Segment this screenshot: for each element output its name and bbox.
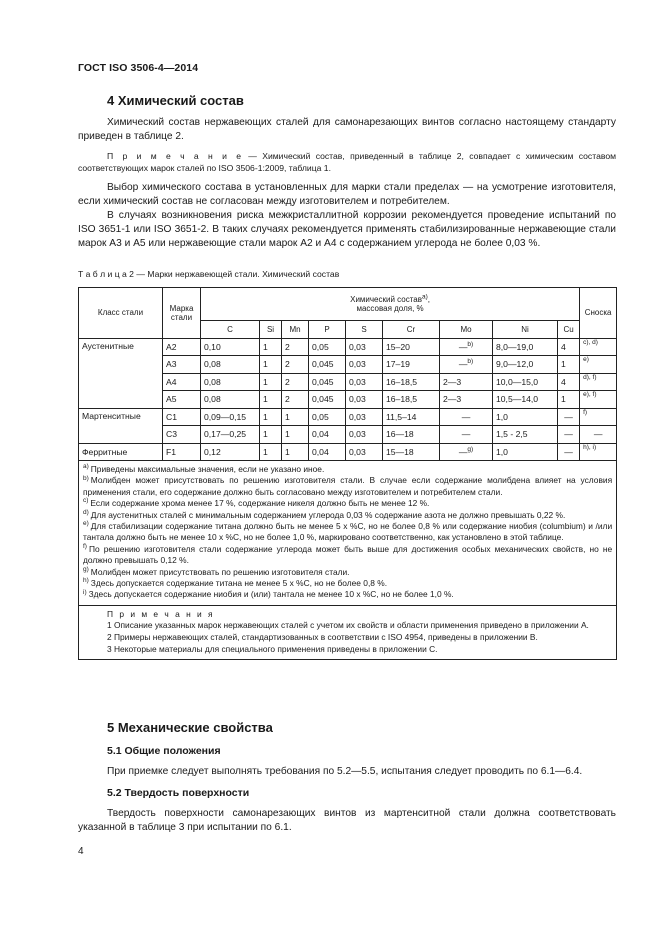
chem-unit: массовая доля, % [356, 304, 424, 313]
section-4-para-3: В случаях возникновения риска межкристаллитной коррозии рекомендуется проведение испытаний по ISO 3651-1 или ISO 3651-2. В таких случаях рекомендуется применять стабилизированные нержавеющие стали марок А3 и А5 или нержавеющие стали марок А2 и А4 с содержанием углерода не более 0,03 %. [78, 210, 616, 250]
cell-footnote: f) [580, 408, 617, 426]
cell-si: 1 [260, 338, 282, 356]
footnote-text: Если содержание хрома менее 17 %, содержание никеля должно быть не менее 12 %. [90, 498, 430, 509]
cell-grade: C3 [163, 426, 201, 444]
cell-c: 0,12 [201, 443, 260, 461]
footnote [83, 475, 612, 498]
cell-c: 0,08 [201, 356, 260, 374]
cell-mo [440, 391, 493, 409]
table-footnotes [79, 461, 617, 606]
footnote [83, 498, 612, 509]
cell-grade: A5 [163, 391, 201, 409]
table-row [79, 408, 617, 426]
cell-cr: 16—18 [383, 426, 440, 444]
note-text: — Химический состав, приведенный в таблице 2, совпадает с химическим составом соответствующих марок сталей по ISO 3506-1:2009, таблица 1. [78, 151, 617, 174]
footnote [83, 464, 612, 475]
table-2-caption: Т а б л и ц а 2 — Марки нержавеющей стали. Химический состав [78, 269, 340, 279]
cell-cu: — [558, 408, 580, 426]
mo-value: — [461, 411, 471, 422]
cell-cr: 11,5–14 [383, 408, 440, 426]
footnote-text: Приведены максимальные значения, если не указано иное. [90, 464, 325, 474]
cell-si: 1 [260, 373, 282, 391]
cell-cu: 1 [558, 356, 580, 374]
cell-cr: 15—18 [383, 443, 440, 461]
cell-class: Аустенитные [79, 338, 163, 408]
table-notes [79, 605, 617, 659]
footnote [83, 578, 612, 589]
col-header-mo: Mo [440, 321, 493, 339]
footnote [83, 510, 612, 521]
mo-mark: g) [467, 445, 474, 453]
cell-mo [440, 338, 493, 356]
table-notes-row [79, 605, 617, 659]
cell-p: 0,05 [309, 408, 346, 426]
cell-footnote: c), d) [580, 338, 617, 356]
footnote-mark: d) [83, 508, 89, 516]
cell-p: 0,045 [309, 391, 346, 409]
cell-c: 0,08 [201, 391, 260, 409]
cell-s: 0,03 [346, 426, 383, 444]
cell-ni: 9,0—12,0 [493, 356, 558, 374]
mo-mark: b) [467, 340, 474, 348]
note-label: П р и м е ч а н и е [107, 151, 243, 161]
cell-si: 1 [260, 391, 282, 409]
section-5-2-title: 5.2 Твердость поверхности [107, 787, 250, 799]
cell-ni: 8,0—19,0 [493, 338, 558, 356]
col-header-cr: Cr [383, 321, 440, 339]
cell-si: 1 [260, 356, 282, 374]
cell-c: 0,08 [201, 373, 260, 391]
notes-label: П р и м е ч а н и я [107, 608, 215, 619]
mo-value: — [461, 429, 471, 440]
cell-cr: 15–20 [383, 338, 440, 356]
footnote [83, 567, 612, 578]
footnote-mark: f) [83, 543, 87, 551]
cell-cu: — [558, 426, 580, 444]
cell-si: 1 [260, 408, 282, 426]
section-4-para-1: Химический состав нержавеющих сталей для самонарезающих винтов согласно настоящему стандарту приведен в таблице 2. [78, 117, 616, 143]
table-note: 3 Некоторые материалы для специального применения приведены в приложении С. [107, 643, 438, 654]
cell-footnote: h), i) [580, 443, 617, 461]
cell-s: 0,03 [346, 356, 383, 374]
cell-cr: 16–18,5 [383, 391, 440, 409]
cell-cu: — [558, 443, 580, 461]
cell-mo [440, 443, 493, 461]
cell-ni: 10,5—14,0 [493, 391, 558, 409]
cell-mn: 2 [282, 391, 309, 409]
footnote-text: Для аустенитных сталей с минимальным содержанием углерода 0,03 % содержание азота не должно превышать 0,22 %. [90, 509, 566, 520]
cell-c: 0,17—0,25 [201, 426, 260, 444]
cell-mo [440, 426, 493, 444]
mo-value: — [458, 446, 468, 457]
cell-si: 1 [260, 426, 282, 444]
mo-value: 2—3 [443, 376, 462, 387]
table-2 [78, 287, 617, 660]
cell-cr: 16–18,5 [383, 373, 440, 391]
cell-cu: 4 [558, 338, 580, 356]
footnote [83, 589, 612, 600]
cell-mn: 2 [282, 338, 309, 356]
cell-cu: 4 [558, 373, 580, 391]
col-header-si: Si [260, 321, 282, 339]
col-header-grade: Марка стали [163, 288, 201, 339]
cell-p: 0,04 [309, 426, 346, 444]
cell-s: 0,03 [346, 443, 383, 461]
col-header-cu: Cu [558, 321, 580, 339]
cell-mo [440, 373, 493, 391]
chem-mark: a) [421, 293, 428, 301]
footnote-mark: e) [83, 520, 89, 528]
section-4-title: 4 Химический состав [107, 93, 244, 108]
cell-p: 0,04 [309, 443, 346, 461]
cell-cr: 17–19 [383, 356, 440, 374]
table-note: 1 Описание указанных марок нержавеющих сталей с учетом их свойств и области применения приведено в приложении А. [107, 620, 589, 631]
cell-grade: F1 [163, 443, 201, 461]
section-5-1-title: 5.1 Общие положения [107, 745, 221, 757]
cell-footnote: d), f) [580, 373, 617, 391]
cell-ni: 1,0 [493, 443, 558, 461]
cell-grade: A2 [163, 338, 201, 356]
section-5-2-text: Твердость поверхности самонарезающих винтов из мартенситной стали должна соответствовать указанной в таблице 3 при испытании по 6.1. [78, 808, 616, 834]
cell-mn: 1 [282, 443, 309, 461]
footnote-text: Молибден может присутствовать по решению изготовителя стали. [90, 566, 350, 577]
cell-mo [440, 356, 493, 374]
cell-cu: 1 [558, 391, 580, 409]
cell-s: 0,03 [346, 391, 383, 409]
cell-ni: 10,0—15,0 [493, 373, 558, 391]
section-5-title: 5 Механические свойства [107, 720, 273, 735]
mo-value: — [458, 359, 468, 370]
cell-mo [440, 408, 493, 426]
section-4-note [78, 150, 616, 174]
cell-grade: A3 [163, 356, 201, 374]
cell-footnote: e) [580, 356, 617, 374]
cell-mn: 2 [282, 356, 309, 374]
cell-p: 0,045 [309, 373, 346, 391]
document-header: ГОСТ ISO 3506-4—2014 [78, 62, 199, 74]
cell-c: 0,09—0,15 [201, 408, 260, 426]
col-header-class: Класс стали [79, 288, 163, 339]
cell-footnote: — [580, 426, 617, 444]
col-header-mn: Mn [282, 321, 309, 339]
col-header-footnote: Сноска [580, 288, 617, 339]
cell-c: 0,10 [201, 338, 260, 356]
footnote-text: Для стабилизации содержание титана должно быть не менее 5 х %С, но не более 0,8 % или содержание ниобия (columbium) и /или тантала должно быть не менее 10 х %С, но не более 1,0 %, маркировано соответственно, как установлено в этой таблице. [83, 521, 613, 543]
footnote-text: Здесь допускается содержание ниобия и (или) тантала не менее 10 х %С, но не более 1,0 %. [88, 589, 454, 600]
footnote-mark: a) [83, 463, 89, 471]
cell-p: 0,05 [309, 338, 346, 356]
table-row [79, 443, 617, 461]
cell-s: 0,03 [346, 408, 383, 426]
footnote-text: По решению изготовителя стали содержание углерода может быть выше для достижения особых механических свойств, но не должно превышать 0,12 %. [83, 543, 613, 566]
cell-s: 0,03 [346, 338, 383, 356]
cell-mn: 1 [282, 426, 309, 444]
cell-class: Ферритные [79, 443, 163, 461]
mo-value: 2—3 [443, 394, 462, 405]
cell-ni: 1,0 [493, 408, 558, 426]
cell-p: 0,045 [309, 356, 346, 374]
cell-s: 0,03 [346, 373, 383, 391]
chem-title: Химический состав [350, 295, 422, 304]
section-4-para-2: Выбор химического состава в установленных для марки стали пределах — на усмотрение изготовителя, если химический состав не согласован между изготовителем и потребителем. [78, 182, 616, 208]
cell-class: Мартенситные [79, 408, 163, 443]
footnote-mark: g) [83, 565, 89, 573]
footnote [83, 521, 612, 544]
mo-value: — [458, 341, 468, 352]
col-header-chem: Химический состав$^{a)}$, массовая доля, % [201, 288, 580, 321]
footnote-text: Здесь допускается содержание титана не менее 5 х %С, но не более 0,8 %. [90, 578, 388, 589]
cell-grade: A4 [163, 373, 201, 391]
mo-mark: b) [467, 358, 474, 366]
cell-mn: 1 [282, 408, 309, 426]
col-header-p: P [309, 321, 346, 339]
cell-grade: C1 [163, 408, 201, 426]
col-header-ni: Ni [493, 321, 558, 339]
col-header-s: S [346, 321, 383, 339]
section-5-1-text: При приемке следует выполнять требования по 5.2—5.5, испытания следует проводить по 6.1—6.4. [107, 766, 583, 777]
table-note: 2 Примеры нержавеющих сталей, стандартизованных в соответствии с ISO 4954, приведены в приложении В. [107, 632, 538, 643]
table-row [79, 338, 617, 356]
footnote-mark: h) [83, 577, 89, 585]
footnote [83, 544, 612, 567]
col-header-c: C [201, 321, 260, 339]
footnote-mark: b) [83, 474, 89, 482]
cell-mn: 2 [282, 373, 309, 391]
footnote-mark: c) [83, 497, 89, 505]
page-number: 4 [78, 846, 84, 857]
footnote-mark: i) [83, 588, 87, 596]
cell-si: 1 [260, 443, 282, 461]
cell-footnote: e), f) [580, 391, 617, 409]
cell-ni: 1,5 - 2,5 [493, 426, 558, 444]
footnote-text: Молибден может присутствовать по решению изготовителя стали. В случае если содержание молибдена влияет на условия применения стали, его содержание должно быть согласовано между изготовителем и потребителем стали. [83, 475, 613, 497]
table-footnotes-row [79, 461, 617, 606]
